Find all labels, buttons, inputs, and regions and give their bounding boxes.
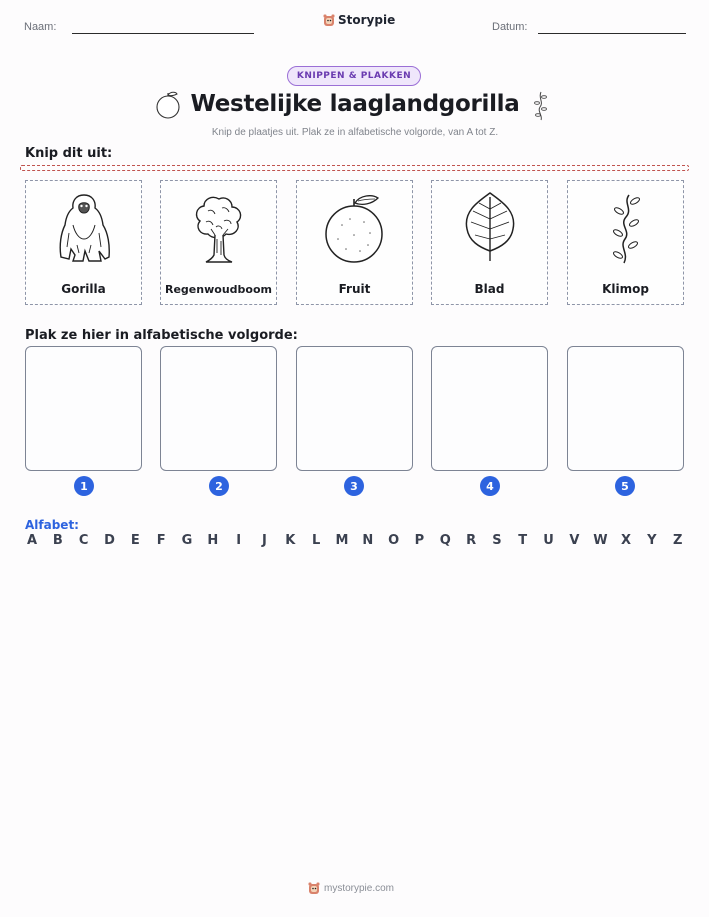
slot-number-badge: 4 — [480, 476, 500, 496]
alphabet-letter: Z — [672, 533, 683, 548]
name-line[interactable] — [72, 33, 254, 34]
card-label: Klimop — [602, 282, 649, 296]
page-title: Westelijke laaglandgorilla — [190, 91, 520, 117]
slot-number-badge: 2 — [209, 476, 229, 496]
alphabet-letter: P — [414, 533, 425, 548]
cut-card-fruit[interactable] — [296, 180, 413, 305]
alphabet-letter: A — [26, 533, 38, 548]
slot-number-badge: 3 — [344, 476, 364, 496]
vine-decoration-icon — [533, 90, 549, 122]
footer-url[interactable]: mystorypie.com — [324, 883, 395, 894]
storypie-mascot-icon — [308, 882, 320, 895]
card-label: Fruit — [338, 282, 371, 296]
alphabet-letter: B — [52, 533, 63, 548]
alphabet-letter: T — [518, 533, 528, 548]
cut-card-gorilla[interactable] — [25, 180, 142, 305]
card-label: Blad — [474, 282, 505, 296]
fruit-icon — [320, 189, 390, 269]
leaf-icon — [455, 189, 525, 269]
card-label: Gorilla — [61, 282, 106, 296]
alphabet-letter: L — [311, 533, 321, 548]
cut-heading: Knip dit uit: — [25, 146, 113, 161]
date-line[interactable] — [538, 33, 686, 34]
alphabet-letter: D — [104, 533, 115, 548]
alphabet-letter: G — [181, 533, 193, 548]
cut-card-leaf[interactable] — [431, 180, 548, 305]
date-label: Datum: — [492, 21, 528, 33]
storypie-mascot-icon — [323, 14, 335, 27]
alphabet-letter: V — [569, 533, 580, 548]
brand-logo — [323, 13, 395, 27]
alphabet-letter: H — [207, 533, 219, 548]
alphabet-letter: E — [130, 533, 140, 548]
alphabet-letter: R — [466, 533, 477, 548]
alphabet-letter: J — [262, 533, 267, 548]
vine-icon — [591, 189, 661, 269]
paste-slot-4[interactable] — [431, 346, 548, 471]
cut-line — [20, 165, 689, 171]
alphabet-letter: N — [362, 533, 374, 548]
activity-badge: KNIPPEN & PLAKKEN — [287, 66, 421, 86]
alphabet-letter: F — [156, 533, 166, 548]
alphabet-letter: O — [388, 533, 400, 548]
slot-number-badge: 1 — [74, 476, 94, 496]
paste-slot-5[interactable] — [567, 346, 684, 471]
card-label: Regenwoudboom — [165, 283, 272, 296]
alphabet-letter: M — [335, 533, 349, 548]
paste-slot-1[interactable] — [25, 346, 142, 471]
alphabet-letter: Y — [647, 533, 657, 548]
alphabet-letter: I — [236, 533, 242, 548]
paste-slot-2[interactable] — [160, 346, 277, 471]
cut-card-vine[interactable] — [567, 180, 684, 305]
fruit-decoration-icon — [154, 90, 182, 120]
alphabet-letter: U — [543, 533, 554, 548]
alphabet-row — [25, 533, 685, 548]
paste-heading: Plak ze hier in alfabetische volgorde: — [25, 328, 298, 343]
gorilla-icon — [49, 189, 119, 269]
slot-number-badge: 5 — [615, 476, 635, 496]
alphabet-letter: K — [285, 533, 296, 548]
tree-icon — [184, 189, 254, 269]
name-label: Naam: — [24, 21, 57, 33]
instructions: Knip de plaatjes uit. Plak ze in alfabetische volgorde, van A tot Z. — [211, 127, 499, 138]
brand-name: Storypie — [338, 13, 396, 27]
alphabet-letter: W — [593, 533, 608, 548]
footer — [308, 882, 394, 895]
alphabet-letter: Q — [439, 533, 451, 548]
alphabet-letter: C — [78, 533, 89, 548]
alphabet-title: Alfabet: — [25, 518, 79, 532]
alphabet-letter: S — [492, 533, 502, 548]
paste-slot-3[interactable] — [296, 346, 413, 471]
alphabet-letter: X — [621, 533, 632, 548]
cut-card-tree[interactable] — [160, 180, 277, 305]
